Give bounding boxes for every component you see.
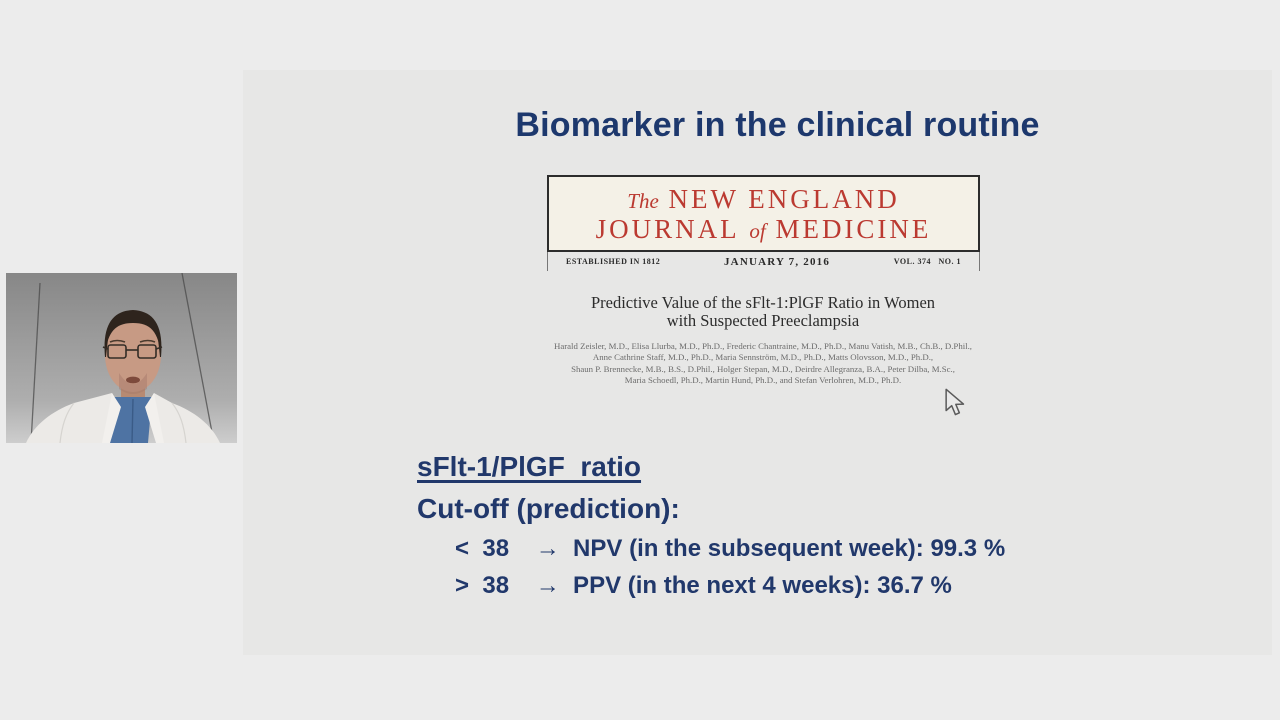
presenter-illustration — [6, 273, 237, 443]
nejm-masthead-line1 — [549, 184, 978, 214]
mouse-cursor — [944, 388, 966, 418]
article-title — [463, 294, 1063, 330]
nejm-masthead-line2 — [549, 214, 978, 244]
author-line: Shaun P. Brennecke, M.B., B.S., D.Phil., Holger Stepan, M.D., Deirdre Allegranza, B.A., Peter Dilba, M.Sc., — [571, 363, 955, 374]
nejm-masthead — [547, 175, 980, 252]
article-title-line2: with Suspected Preeclampsia — [666, 311, 860, 331]
nejm-vol-no: VOL. 374 NO. 1 — [893, 257, 961, 266]
cutoff-bullet-npv: < 38 → NPV (in the subsequent week): 99.3 % — [455, 535, 1006, 562]
nejm-of: of — [749, 219, 766, 244]
nejm-new-england: NEW ENGLAND — [668, 184, 900, 214]
nejm-issue-date: JANUARY 7, 2016 — [723, 255, 831, 268]
nejm-journal: JOURNAL — [595, 214, 740, 245]
nejm-dateline — [547, 252, 980, 271]
nejm-the: The — [627, 189, 659, 213]
author-line: Anne Cathrine Staff, M.D., Ph.D., Maria Sennström, M.D., Ph.D., Matts Olovsson, M.D., Ph.D., — [592, 352, 934, 363]
slide-title: Biomarker in the clinical routine — [515, 106, 1040, 144]
ratio-heading: sFlt-1/PlGF ratio — [417, 451, 642, 482]
article-title-line1: Predictive Value of the sFlt-1:PlGF Ratio in Women — [590, 293, 936, 312]
cutoff-bullet-ppv: > 38 → PPV (in the next 4 weeks): 36.7 % — [455, 572, 952, 599]
cutoff-subheading: Cut-off (prediction): — [417, 493, 680, 524]
nejm-established: ESTABLISHED IN 1812 — [566, 257, 661, 266]
nejm-medicine: MEDICINE — [775, 214, 932, 245]
author-line: Maria Schoedl, Ph.D., Martin Hund, Ph.D., and Stefan Verlohren, M.D., Ph.D. — [624, 375, 902, 386]
author-line: Harald Zeisler, M.D., Elisa Llurba, M.D., Ph.D., Frederic Chantraine, M.D., Ph.D., Manu Vatish, M.B., Ch.B., D.Phil., — [553, 341, 973, 351]
presenter-mouth — [126, 377, 140, 384]
presenter-webcam — [6, 273, 237, 443]
article-authors — [433, 341, 1093, 387]
